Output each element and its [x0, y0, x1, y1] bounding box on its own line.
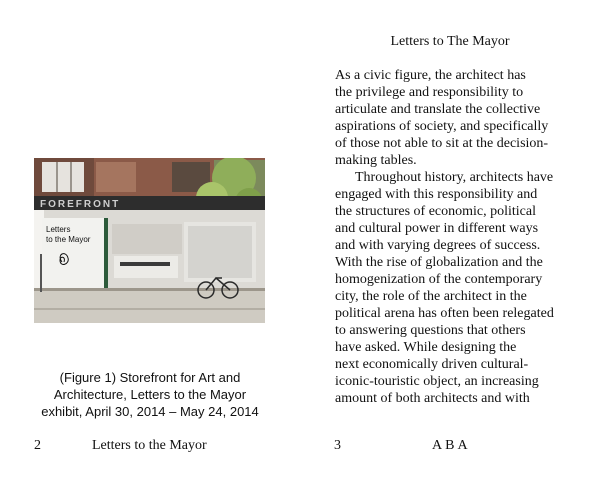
caption-line: exhibit, April 30, 2014 – May 24, 2014 [41, 404, 259, 419]
page-number-right: 3 [334, 438, 341, 453]
sign-text-line2: to the Mayor [46, 235, 91, 244]
text-line: and cultural power in different ways [335, 221, 539, 236]
text-line: Throughout history, architects have [355, 170, 554, 185]
text-line: political arena has often been relegated [335, 306, 554, 321]
caption-line: Architecture, Letters to the Mayor [53, 387, 247, 402]
page-number-left: 2 [34, 438, 41, 453]
body-text [335, 67, 570, 407]
sign-text-line1: Letters [46, 225, 71, 234]
text-line: making tables. [335, 153, 417, 168]
figure-caption [20, 369, 280, 420]
text-line: city, the role of the architect in the [335, 289, 527, 304]
text-line: next economically driven cultural- [335, 357, 529, 372]
caption-line: (Figure 1) Storefront for Art and [59, 370, 241, 385]
text-line: have asked. While designing the [335, 340, 517, 355]
text-line: As a civic figure, the architect has [335, 68, 526, 83]
svg-text:FOREFRONT: FOREFRONT [40, 199, 121, 210]
text-line: of those not able to sit at the decision- [335, 136, 549, 151]
text-line: articulate and translate the collective [335, 102, 541, 117]
running-head: Letters to The Mayor [390, 34, 510, 49]
text-line: With the rise of globalization and the [335, 255, 543, 270]
text-line: iconic-touristic object, an increasing [335, 374, 539, 389]
text-line: homogenization of the contemporary [335, 272, 543, 287]
storefront-illustration [34, 158, 265, 323]
text-line: the privilege and responsibility to [335, 85, 524, 100]
text-line: amount of both architects and with [335, 391, 530, 406]
text-line: aspirations of society, and specifically [335, 119, 549, 134]
text-line: the structures of economic, political [335, 204, 536, 219]
text-line: engaged with this responsibility and [335, 187, 538, 202]
running-title-left: Letters to the Mayor [92, 438, 207, 453]
text-line: to answering questions that others [335, 323, 526, 338]
storefront-photo [34, 158, 265, 323]
running-title-right: ABA [432, 438, 471, 453]
right-page [300, 0, 600, 486]
text-line: and with varying degrees of success. [335, 238, 541, 253]
